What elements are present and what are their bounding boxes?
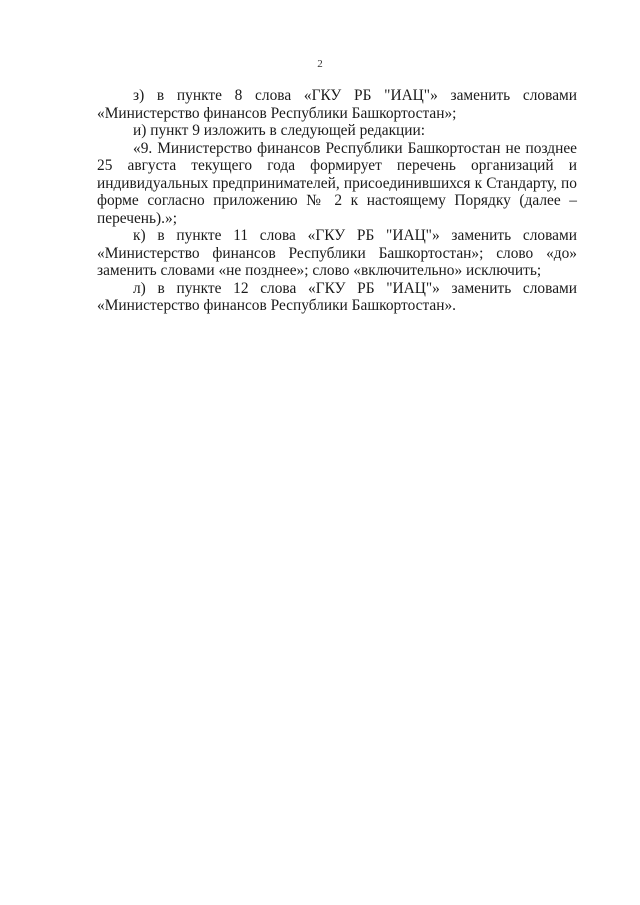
page-number: 2 bbox=[317, 58, 323, 70]
document-body bbox=[97, 87, 577, 315]
paragraph-z: з) в пункте 8 слова «ГКУ РБ "ИАЦ"» заменить словами «Министерство финансов Республики Башкортостан»; bbox=[97, 87, 577, 122]
paragraph-9: «9. Министерство финансов Республики Башкортостан не позднее 25 августа текущего года формирует перечень организаций и индивидуальных предпринимателей, присоединившихся к Стандарту, по форме согласно приложению № 2 к настоящему Порядку (далее – перечень).»; bbox=[97, 139, 577, 227]
paragraph-k: к) в пункте 11 слова «ГКУ РБ "ИАЦ"» заменить словами «Министерство финансов Республики Башкортостан»; слово «до» заменить словами «не позднее»; слово «включительно» исключить; bbox=[97, 227, 577, 279]
paragraph-i: и) пункт 9 изложить в следующей редакции: bbox=[133, 122, 426, 139]
paragraph-l: л) в пункте 12 слова «ГКУ РБ "ИАЦ"» заменить словами «Министерство финансов Республики Башкортостан». bbox=[97, 279, 577, 314]
